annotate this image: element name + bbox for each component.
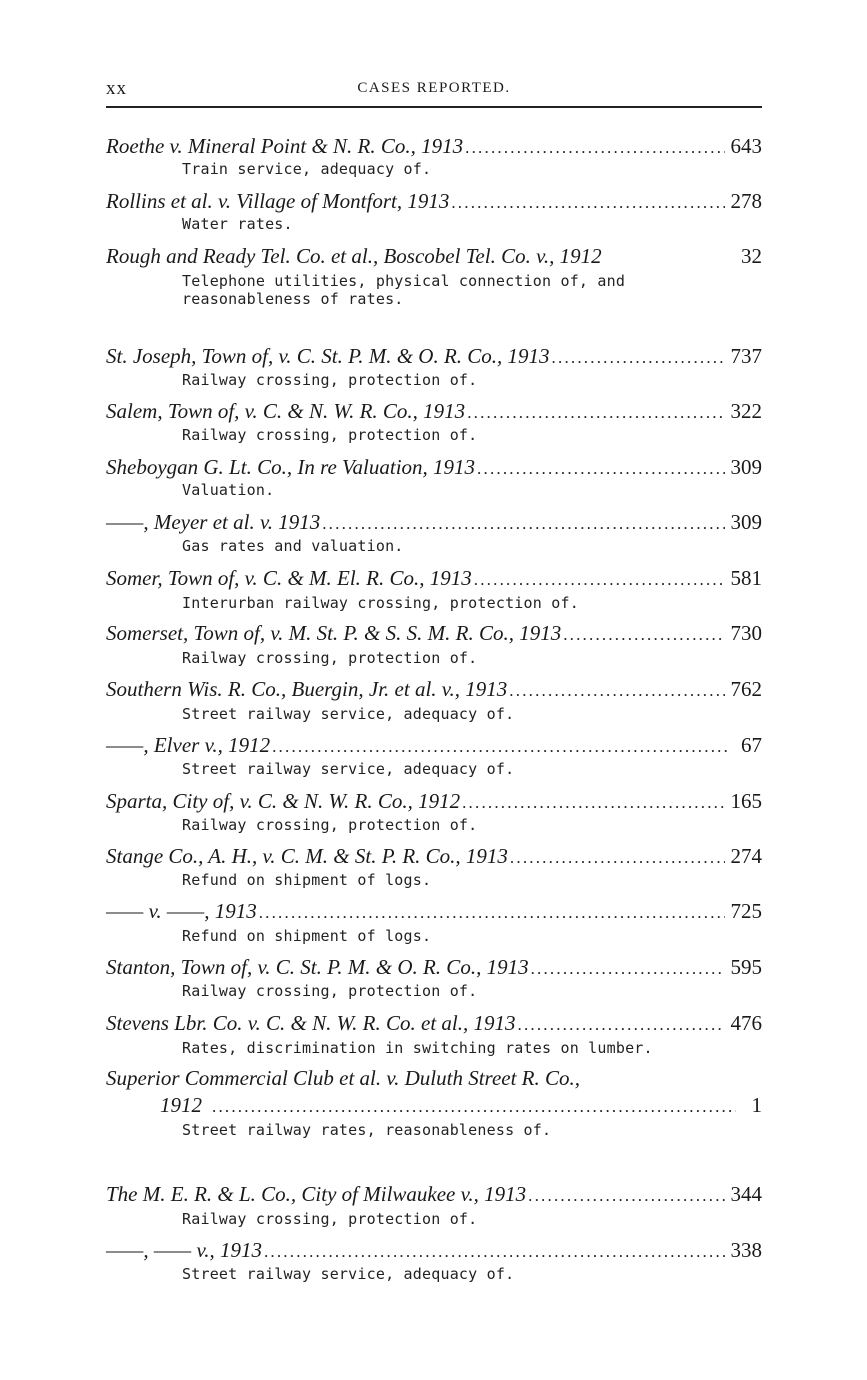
leader-dots xyxy=(462,793,724,813)
case-caption-continued xyxy=(160,1093,762,1119)
case-title: Stevens Lbr. Co. v. C. & N. W. R. Co. et al., 1913 xyxy=(106,1011,516,1035)
case-page: 165 xyxy=(730,789,762,813)
case-title: Somerset, Town of, v. M. St. P. & S. S. M. R. Co., 1913 xyxy=(106,621,562,645)
case-caption xyxy=(106,733,762,759)
case-subject: Railway crossing, protection of. xyxy=(182,649,478,667)
case-page: 309 xyxy=(730,455,762,479)
case-page: 309 xyxy=(730,510,762,534)
case-title: —— v. ——, 1913 xyxy=(106,899,257,923)
case-title: ——, Elver v., 1912 xyxy=(106,733,271,757)
case-caption xyxy=(106,899,762,925)
case-subject: Gas rates and valuation. xyxy=(182,537,404,555)
case-caption xyxy=(106,1182,762,1208)
case-page: 762 xyxy=(730,677,762,701)
case-page: 32 xyxy=(741,244,762,268)
case-caption xyxy=(106,1238,762,1264)
case-title: St. Joseph, Town of, v. C. St. P. M. & O. R. Co., 1913 xyxy=(106,344,550,368)
leader-dots xyxy=(465,138,724,158)
case-title: Sheboygan G. Lt. Co., In re Valuation, 1913 xyxy=(106,455,476,479)
case-caption xyxy=(106,455,762,481)
case-caption xyxy=(106,344,762,370)
case-subject: Train service, adequacy of. xyxy=(182,160,432,178)
case-subject: Railway crossing, protection of. xyxy=(182,816,478,834)
case-subject: Street railway rates, reasonableness of. xyxy=(182,1121,552,1139)
case-title: Rollins et al. v. Village of Montfort, 1913 xyxy=(106,189,450,213)
case-page: 338 xyxy=(730,1238,762,1262)
case-title: Roethe v. Mineral Point & N. R. Co., 1913 xyxy=(106,134,464,158)
case-page: 725 xyxy=(730,899,762,923)
case-page: 322 xyxy=(730,399,762,423)
case-caption xyxy=(106,244,762,270)
case-caption xyxy=(106,399,762,425)
case-year: 1912 xyxy=(160,1093,202,1117)
case-page: 278 xyxy=(730,189,762,213)
case-caption xyxy=(106,621,762,647)
case-subject: Railway crossing, protection of. xyxy=(182,1210,478,1228)
case-title: ——, —— v., 1913 xyxy=(106,1238,262,1262)
leader-dots xyxy=(451,193,724,213)
leader-dots xyxy=(510,848,725,868)
case-page: 476 xyxy=(730,1011,762,1035)
case-subject: Valuation. xyxy=(182,481,275,499)
case-page: 595 xyxy=(730,955,762,979)
case-caption xyxy=(106,134,762,160)
case-title: Sparta, City of, v. C. & N. W. R. Co., 1912 xyxy=(106,789,461,813)
case-caption xyxy=(106,1011,762,1037)
header-rule xyxy=(106,106,762,108)
case-caption xyxy=(106,789,762,815)
case-title: Stange Co., A. H., v. C. M. & St. P. R. Co., 1913 xyxy=(106,844,508,868)
case-title: Rough and Ready Tel. Co. et al., Boscobel Tel. Co. v., 1912 xyxy=(106,244,602,268)
leader-dots xyxy=(264,1242,725,1262)
leader-dots xyxy=(528,1186,724,1206)
case-caption xyxy=(106,189,762,215)
case-subject: Railway crossing, protection of. xyxy=(182,371,478,389)
case-title: Somer, Town of, v. C. & M. El. R. Co., 1913 xyxy=(106,566,472,590)
case-page: 581 xyxy=(730,566,762,590)
case-subject: Refund on shipment of logs. xyxy=(182,871,432,889)
leader-dots xyxy=(552,348,725,368)
case-title: The M. E. R. & L. Co., City of Milwaukee v., 1913 xyxy=(106,1182,527,1206)
case-caption xyxy=(106,677,762,703)
case-page: 737 xyxy=(730,344,762,368)
leader-dots xyxy=(322,514,724,534)
case-subject: Interurban railway crossing, protection of. xyxy=(182,594,579,612)
case-subject: Telephone utilities, physical connection of, and reasonableness of rates. xyxy=(182,272,626,308)
case-page: 67 xyxy=(741,733,762,757)
running-title: CASES REPORTED. xyxy=(357,80,511,96)
leader-dots xyxy=(212,1097,736,1117)
leader-dots xyxy=(518,1015,725,1035)
case-title: ——, Meyer et al. v. 1913 xyxy=(106,510,321,534)
case-subject: Refund on shipment of logs. xyxy=(182,927,432,945)
page-header xyxy=(106,78,762,102)
case-page: 643 xyxy=(730,134,762,158)
case-subject: Street railway service, adequacy of. xyxy=(182,760,515,778)
case-caption xyxy=(106,955,762,981)
case-title: Southern Wis. R. Co., Buergin, Jr. et al. v., 1913 xyxy=(106,677,508,701)
case-subject: Street railway service, adequacy of. xyxy=(182,705,515,723)
page-number: xx xyxy=(106,78,127,99)
case-page: 1 xyxy=(751,1093,762,1117)
leader-dots xyxy=(531,959,725,979)
case-caption xyxy=(106,510,762,536)
case-page: 730 xyxy=(730,621,762,645)
case-subject: Water rates. xyxy=(182,215,293,233)
case-page: 274 xyxy=(730,844,762,868)
case-page: 344 xyxy=(730,1182,762,1206)
case-subject: Rates, discrimination in switching rates on lumber. xyxy=(182,1039,653,1057)
leader-dots xyxy=(272,737,728,757)
case-caption xyxy=(106,844,762,870)
leader-dots xyxy=(474,570,725,590)
leader-dots xyxy=(509,681,724,701)
case-caption xyxy=(106,566,762,592)
case-title: Salem, Town of, v. C. & N. W. R. Co., 1913 xyxy=(106,399,466,423)
case-subject: Street railway service, adequacy of. xyxy=(182,1265,515,1283)
case-title: Superior Commercial Club et al. v. Duluth Street R. Co., xyxy=(106,1066,581,1090)
case-title: Stanton, Town of, v. C. St. P. M. & O. R. Co., 1913 xyxy=(106,955,529,979)
leader-dots xyxy=(477,459,724,479)
leader-dots xyxy=(259,903,725,923)
case-subject: Railway crossing, protection of. xyxy=(182,982,478,1000)
leader-dots xyxy=(563,625,724,645)
case-subject: Railway crossing, protection of. xyxy=(182,426,478,444)
leader-dots xyxy=(467,403,724,423)
case-caption xyxy=(106,1066,762,1092)
